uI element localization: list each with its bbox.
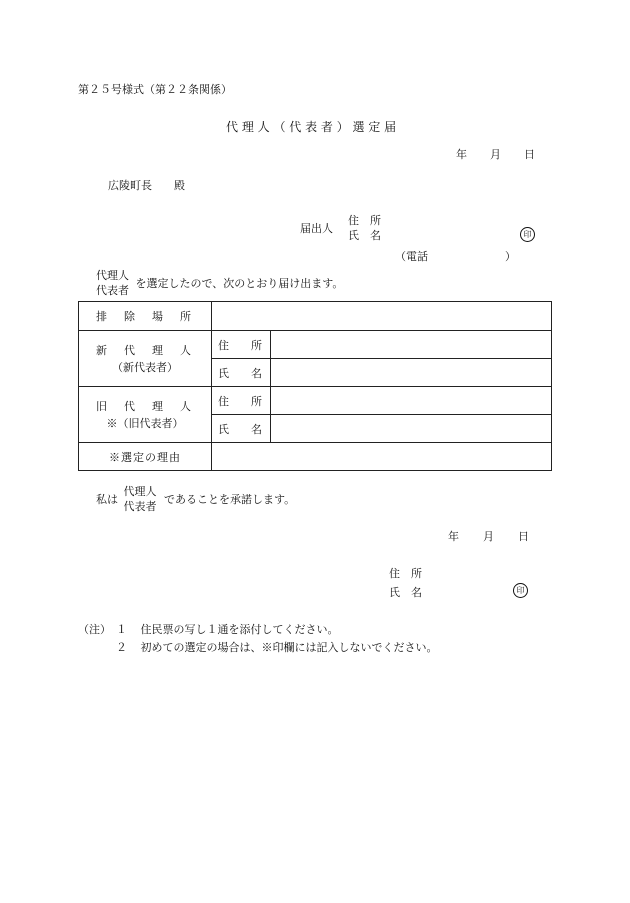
reason-field[interactable] bbox=[212, 443, 552, 471]
old-address-label: 住 所 bbox=[212, 387, 271, 415]
old-agent-label: 旧 代 理 人 bbox=[96, 399, 194, 413]
form-number: 第２５号様式（第２２条関係） bbox=[78, 83, 232, 96]
new-address-field[interactable] bbox=[271, 331, 552, 359]
table-row bbox=[79, 302, 552, 331]
phone-open: （電話 bbox=[395, 250, 428, 263]
statement-option-agent: 代理人 bbox=[96, 269, 129, 282]
note-item-1 bbox=[116, 621, 339, 637]
consenter-name-label: 氏 名 bbox=[389, 586, 422, 599]
new-agent-cell bbox=[79, 331, 212, 387]
date-year-bottom: 年 bbox=[448, 530, 459, 543]
reason-label: ※選定の理由 bbox=[79, 443, 212, 471]
old-address-field[interactable] bbox=[271, 387, 552, 415]
date-month-top: 月 bbox=[490, 148, 501, 161]
selection-statement bbox=[96, 268, 343, 298]
note-text: 初めての選定の場合は、※印欄には記入しないでください。 bbox=[140, 641, 438, 654]
exclusion-place-field[interactable] bbox=[212, 302, 552, 331]
consent-statement bbox=[96, 484, 295, 514]
date-year-top: 年 bbox=[456, 148, 467, 161]
consent-options bbox=[124, 484, 157, 514]
consent-option-rep: 代表者 bbox=[123, 500, 157, 513]
agent-table bbox=[78, 301, 552, 471]
note-item-2 bbox=[116, 639, 438, 655]
date-day-top: 日 bbox=[524, 148, 535, 161]
exclusion-place-label: 排 除 場 所 bbox=[79, 302, 212, 331]
consent-prefix: 私は bbox=[96, 493, 118, 506]
statement-text: を選定したので、次のとおり届け出ます。 bbox=[135, 277, 344, 290]
note-number: ２ bbox=[116, 641, 127, 654]
consent-text: であることを承諾します。 bbox=[164, 493, 296, 506]
statement-options bbox=[96, 268, 129, 298]
table-row bbox=[79, 443, 552, 471]
date-month-bottom: 月 bbox=[483, 530, 494, 543]
consenter-seal-icon: 印 bbox=[513, 583, 528, 598]
applicant-label: 届出人 bbox=[300, 222, 333, 235]
applicant-address-label: 住 所 bbox=[348, 214, 381, 227]
consent-option-agent: 代理人 bbox=[123, 485, 157, 498]
table-row bbox=[79, 387, 552, 415]
statement-option-rep: 代表者 bbox=[96, 284, 129, 297]
note-number: １ bbox=[116, 623, 127, 636]
new-name-label: 氏 名 bbox=[212, 359, 271, 387]
phone-close: ） bbox=[505, 250, 516, 263]
new-agent-label: 新 代 理 人 bbox=[96, 343, 194, 357]
old-rep-label: ※（旧代表者） bbox=[106, 416, 184, 430]
notes-label: （注） bbox=[78, 623, 111, 636]
addressee: 広陵町長 殿 bbox=[108, 179, 185, 192]
old-name-label: 氏 名 bbox=[212, 415, 271, 443]
applicant-seal-icon: 印 bbox=[520, 227, 535, 242]
consenter-address-label: 住 所 bbox=[389, 567, 422, 580]
date-day-bottom: 日 bbox=[518, 530, 529, 543]
new-name-field[interactable] bbox=[271, 359, 552, 387]
applicant-name-label: 氏 名 bbox=[348, 229, 381, 242]
old-name-field[interactable] bbox=[271, 415, 552, 443]
new-address-label: 住 所 bbox=[212, 331, 271, 359]
table-row bbox=[79, 331, 552, 359]
new-rep-label: （新代表者） bbox=[112, 360, 178, 374]
note-text: 住民票の写し１通を添付してください。 bbox=[140, 623, 339, 636]
document-title: 代 理 人 （ 代 表 者 ） 選 定 届 bbox=[226, 120, 397, 134]
old-agent-cell bbox=[79, 387, 212, 443]
